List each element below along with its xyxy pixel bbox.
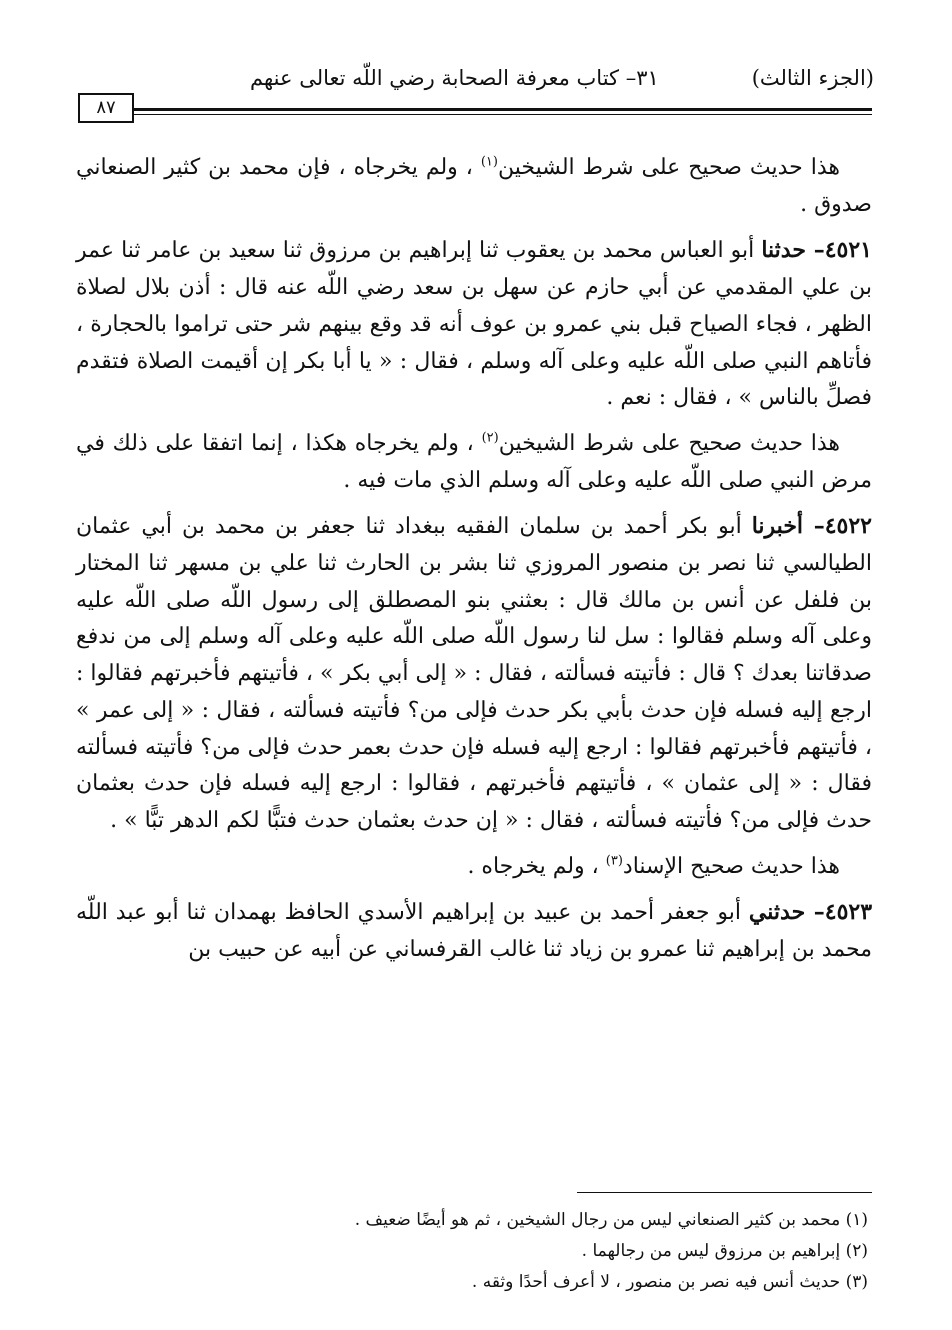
main-text (76, 150, 872, 969)
paragraph-text: هذا حديث صحيح على شرط الشيخين (497, 155, 840, 180)
footnotes (90, 1205, 874, 1298)
hadith-4523 (76, 894, 872, 968)
paragraph-text: هذا حديث صحيح على شرط الشيخين (498, 430, 841, 456)
footnote-ref-3: (٣) (605, 853, 623, 869)
hadith-text: أبو جعفر أحمد بن عبيد بن إبراهيم الأسدي الحافظ بهمدان ثنا أبو عبد اللّه محمد بن إبراهيم ثنا عمرو بن زياد ثنا غالب القرفساني عن أبيه عن حبيب بن (76, 900, 872, 963)
paragraph-grading-1 (76, 150, 872, 223)
running-header-part: (الجزء الثالث) (751, 66, 874, 90)
hadith-number: ٤٥٢٣– حدثني (748, 899, 873, 926)
footnote-ref-2: (٢) (481, 430, 499, 446)
hadith-4521 (76, 232, 872, 417)
footnote-3: (٣) حديث أنس فيه نصر بن منصور ، لا أعرف أحدًا وثقه . (471, 1272, 868, 1292)
hadith-number: ٤٥٢٢– أخبرنا (751, 513, 872, 540)
footnote-ref-1: (١) (480, 154, 498, 170)
hadith-text: أبو بكر أحمد بن سلمان الفقيه ببغداد ثنا جعفر بن محمد بن أبي عثمان الطيالسي ثنا نصر بن منصور المروزي ثنا بشر بن الحارث ثنا علي بن مسهر ثنا المختار بن فلفل عن أنس بن مالك قال : بعثني بنو المصطلق إلى رسول اللّه صلى اللّه عليه وعلى آله وسلم فقالوا : سل لنا رسول اللّه صلى اللّه عليه وعلى آله وسلم إلى من ندفع صدقاتنا بعدك ؟ قال : فأتيته فسألته ، فقال : « إلى أبي بكر » ، فأتيتهم فأخبرتهم فقالوا : ارجع إليه فسله فإن حدث بأبي بكر حدث فإلى من؟ فأتيته فسألته ، فقال : « إلى عمر » ، فأتيتهم فأخبرتهم فقالوا : ارجع إليه فسله فإن حدث بعمر حدث فإلى من؟ فأتيته فسألته فقال : « إلى عثمان » ، فأتيتهم فأخبرتهم ، فقالوا : ارجع إليه فسله فإن حدث بعثمان حدث فإلى من؟ فأتيته فسألته ، فقال : « إن حدث بعثمان حدث فتبًّا لكم الدهر تبًّا » . (76, 514, 872, 833)
header-rule-thick (134, 108, 872, 111)
footnote-separator (577, 1192, 872, 1193)
paragraph-text: ، ولم يخرجاه . (467, 853, 599, 879)
paragraph-grading-2 (76, 426, 872, 499)
hadith-number: ٤٥٢١– حدثنا (761, 237, 872, 264)
paragraph-text: ، ولم يخرجاه هكذا ، إنما اتفقا على ذلك في مرض النبي صلى اللّه عليه وعلى آله وسلم الذي مات فيه . (76, 430, 872, 493)
paragraph-text: هذا حديث صحيح الإسناد (622, 853, 840, 879)
hadith-text: أبو العباس محمد بن يعقوب ثنا إبراهيم بن مرزوق ثنا سعيد بن عامر ثنا عمر بن علي المقدمي عن أبي حازم عن سهل بن سعد رضي اللّه عنه قال : أذن بلال لصلاة الظهر ، فجاء الصياح قبل بني عمرو بن عوف أنه قد وقع بينهم شر حتى تراموا بالحجارة ، فأتاهم النبي صلى اللّه عليه وعلى آله وسلم ، فقال : « يا أبا بكر إن أقيمت الصلاة فتقدم فصلِّ بالناس » ، فقال : نعم . (76, 238, 872, 411)
footnote-2: (٢) إبراهيم بن مرزوق ليس من رجالهما . (581, 1241, 868, 1261)
footnote-1: (١) محمد بن كثير الصنعاني ليس من رجال الشيخين ، ثم هو أيضًا ضعيف . (354, 1210, 868, 1230)
page-number-box: ٨٧ (78, 93, 134, 123)
paragraph-text: ، ولم يخرجاه ، فإن محمد بن كثير الصنعاني صدوق . (76, 155, 872, 217)
paragraph-grading-3 (76, 849, 872, 886)
running-header-title: ٣١– كتاب معرفة الصحابة رضي اللّه تعالى عنهم (250, 66, 659, 90)
hadith-4522 (76, 508, 872, 839)
header-rule-thin (134, 114, 872, 115)
